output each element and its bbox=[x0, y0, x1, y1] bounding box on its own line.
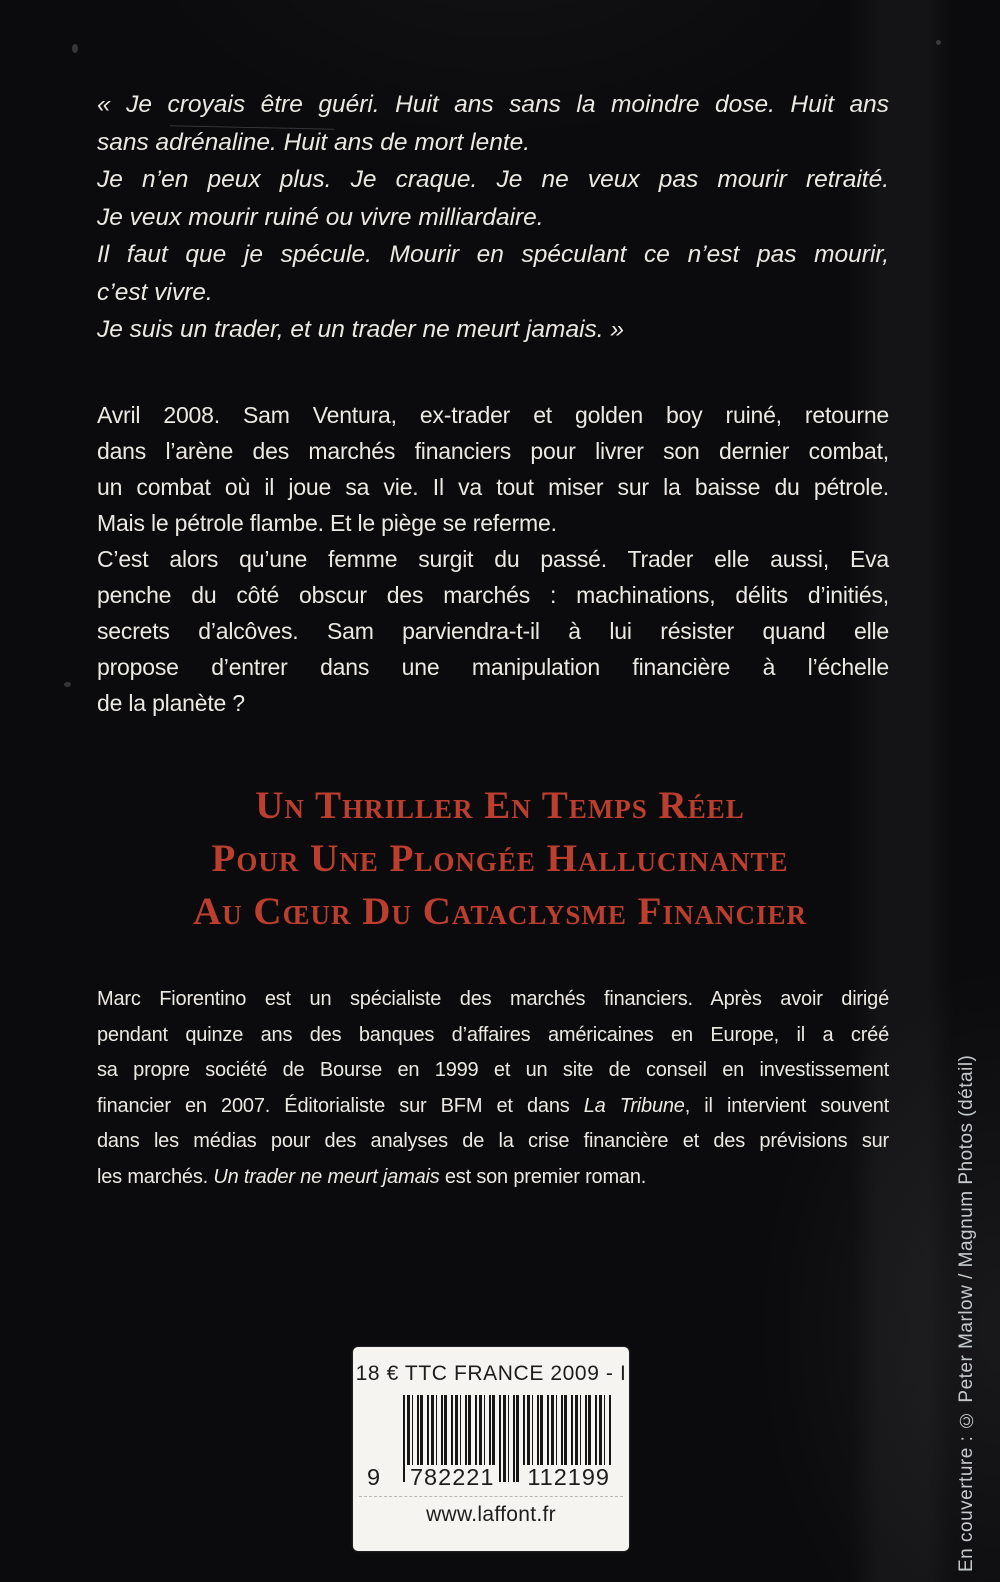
synopsis-line: de la planète ? bbox=[97, 690, 245, 716]
synopsis-block bbox=[97, 397, 889, 721]
synopsis-line: Mais le pétrole flambe. Et le piège se referme. bbox=[97, 510, 557, 536]
ean-lead-digit: 9 bbox=[367, 1464, 382, 1490]
bio-line bbox=[97, 1053, 889, 1089]
synopsis-line: dans l’arène des marchés financiers pour livrer son dernier combat, bbox=[97, 438, 889, 464]
bio-text-italic: La Tribune bbox=[583, 1094, 685, 1117]
bio-text: pendant quinze ans des banques d’affaires américaines en Europe, il a créé bbox=[97, 1023, 889, 1046]
barcode-digits bbox=[367, 1464, 614, 1489]
ean-barcode bbox=[367, 1395, 615, 1489]
tagline-line: Au Cœur Du Cataclysme Financier bbox=[192, 890, 808, 933]
quote-line: c’est vivre. bbox=[97, 278, 213, 306]
scan-speck bbox=[72, 44, 78, 53]
quote-line: Il faut que je spécule. Mourir en spéculant ce n’est pas mourir, bbox=[97, 241, 889, 268]
bio-text: dans les médias pour des analyses de la crise financière et des prévisions sur bbox=[97, 1130, 889, 1153]
label-perforation bbox=[359, 1496, 623, 1497]
author-bio-block bbox=[97, 982, 889, 1196]
bio-text: Marc Fiorentino est un spécialiste des marchés financiers. Après avoir dirigé bbox=[97, 988, 889, 1010]
synopsis-line: C’est alors qu’une femme surgit du passé. Trader elle aussi, Eva bbox=[97, 546, 889, 572]
synopsis-line: Avril 2008. Sam Ventura, ex-trader et golden boy ruiné, retourne bbox=[97, 402, 889, 428]
website-text: www.laffont.fr bbox=[426, 1503, 556, 1526]
bio-line bbox=[97, 1160, 889, 1196]
quote-line: Je veux mourir ruiné ou vivre milliardaire. bbox=[97, 203, 544, 231]
bio-text: est son premier roman. bbox=[439, 1165, 647, 1188]
ean-group-1: 782221 bbox=[406, 1465, 498, 1489]
photo-credit: En couverture : © Peter Marlow / Magnum Photos (détail) bbox=[956, 1054, 977, 1572]
synopsis-line: un combat où il joue sa vie. Il va tout miser sur la baisse du pétrole. bbox=[97, 474, 889, 500]
synopsis-line: penche du côté obscur des marchés : machinations, délits d’initiés, bbox=[97, 582, 889, 608]
ean-group-2: 112199 bbox=[523, 1465, 614, 1489]
tagline-block bbox=[60, 779, 940, 938]
quote-line: Je n’en peux plus. Je craque. Je ne veux pas mourir retraité. bbox=[97, 166, 889, 193]
scan-speck bbox=[936, 40, 941, 45]
synopsis-line: propose d’entrer dans une manipulation financière à l’échelle bbox=[97, 654, 889, 680]
quote-line: « Je croyais être guéri. Huit ans sans la moindre dose. Huit ans bbox=[97, 91, 889, 118]
bio-text: les marchés. bbox=[97, 1165, 214, 1188]
bio-line bbox=[97, 982, 889, 1018]
bio-text: sa propre société de Bourse en 1999 et un site de conseil en investissement bbox=[97, 1059, 889, 1082]
quote-line: Je suis un trader, et un trader ne meurt jamais. » bbox=[97, 316, 625, 343]
bio-line bbox=[97, 1124, 889, 1160]
quote-line: sans adrénaline. Huit ans de mort lente. bbox=[97, 128, 531, 156]
price-barcode-label bbox=[353, 1347, 629, 1551]
bio-text: financier en 2007. Éditorialiste sur BFM et dans bbox=[97, 1094, 584, 1117]
quote-block bbox=[97, 86, 889, 349]
bio-text: , il intervient souvent bbox=[684, 1094, 889, 1117]
synopsis-line: secrets d’alcôves. Sam parviendra-t-il à lui résister quand elle bbox=[97, 618, 889, 644]
bio-line bbox=[97, 1018, 889, 1054]
bio-line bbox=[97, 1089, 889, 1125]
scan-speck bbox=[64, 682, 71, 687]
tagline-line: Un Thriller En Temps Réel bbox=[255, 784, 745, 827]
tagline-line: Pour Une Plongée Hallucinante bbox=[211, 837, 789, 880]
price-text: 18 € TTC FRANCE 2009 - I bbox=[355, 1362, 627, 1385]
bio-text-italic: Un trader ne meurt jamais bbox=[213, 1165, 440, 1188]
